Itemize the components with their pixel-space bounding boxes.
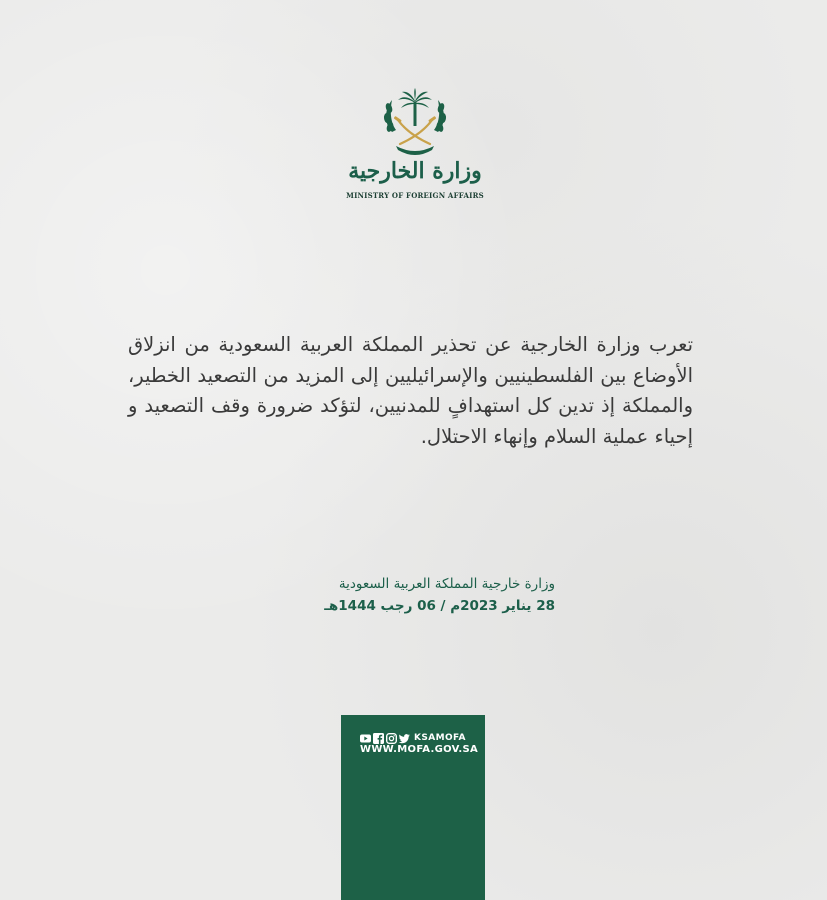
social-handle[interactable]: KSAMOFA [414,733,466,743]
facebook-icon[interactable] [373,733,384,744]
saudi-emblem-palm-swords-icon [378,88,452,160]
instagram-icon[interactable] [386,733,397,744]
ministry-logo [340,88,490,206]
twitter-icon[interactable] [399,733,410,744]
youtube-icon[interactable] [360,733,371,744]
footer-panel [341,715,485,900]
social-row [360,731,466,745]
logo-arabic-name: وزارة الخارجية [348,158,482,184]
signature-date: 28 يناير 2023م / 06 رجب 1444هـ [324,598,555,614]
signature-block [250,573,555,617]
website-link[interactable]: WWW.MOFA.GOV.SA [360,744,479,755]
statement-text: تعرب وزارة الخارجية عن تحذير المملكة العربية السعودية من انزلاق الأوضاع بين الفلسطينيين والإسرائيليين إلى المزيد من التصعيد الخطير، والمملكة إذ تدين كل استهدافٍ للمدنيين، لتؤكد ضرورة وقف التصعيد و إحياء عملية السلام وإنهاء الاحتلال. [128,333,693,448]
signature-organization: وزارة خارجية المملكة العربية السعودية [338,576,555,592]
logo-english-name: MINISTRY OF FOREIGN AFFAIRS [346,191,484,200]
